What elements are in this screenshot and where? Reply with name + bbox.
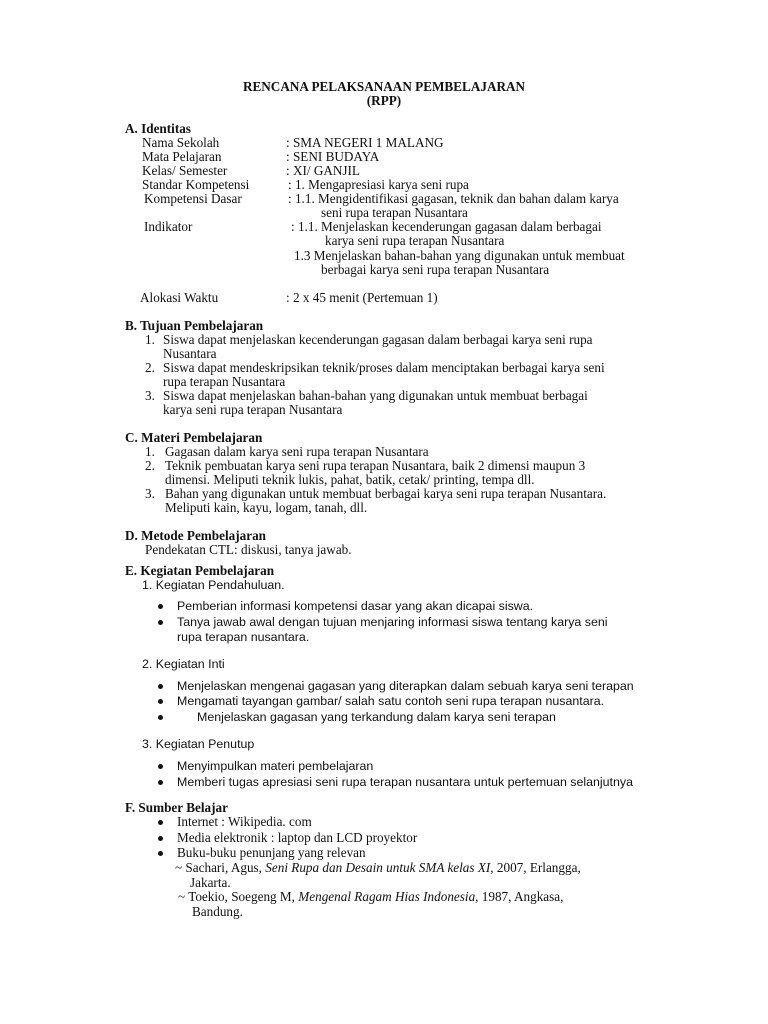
field-value: : 2 x 45 menit (Pertemuan 1) xyxy=(286,290,438,305)
field-value: 1.3 Menjelaskan bahan-bahan yang digunakan untuk membuat xyxy=(294,248,625,263)
list-item: Bahan yang digunakan untuk membuat berbagai karya seni rupa terapan Nusantara. xyxy=(165,486,607,501)
bullet-item: Mengamati tayangan gambar/ salah satu contoh seni rupa terapan nusantara. xyxy=(177,694,605,708)
bullet-item: Menyimpulkan materi pembelajaran xyxy=(177,759,374,773)
list-number: 1. xyxy=(145,332,155,347)
bullet-icon xyxy=(158,780,163,785)
section-c-heading: C. Materi Pembelajaran xyxy=(125,430,263,445)
list-item-continuation: Nusantara xyxy=(163,346,217,361)
section-a-heading: A. Identitas xyxy=(125,121,191,136)
bullet-icon xyxy=(158,851,163,856)
field-value: : XI/ GANJIL xyxy=(286,163,360,178)
reference-entry-continuation: Bandung. xyxy=(192,904,243,919)
activity-subheading: 2. Kegiatan Inti xyxy=(142,657,225,671)
field-label: Nama Sekolah xyxy=(142,135,220,150)
bullet-item: Tanya jawab awal dengan tujuan menjaring informasi siswa tentang karya seni xyxy=(177,615,608,629)
bullet-icon xyxy=(158,620,163,625)
reference-entry-continuation: Jakarta. xyxy=(190,875,231,890)
field-value-continuation: karya seni rupa terapan Nusantara xyxy=(325,233,505,248)
list-item: Teknik pembuatan karya seni rupa terapan Nusantara, baik 2 dimensi maupun 3 xyxy=(165,458,586,473)
field-value-continuation: berbagai karya seni rupa terapan Nusantara xyxy=(321,262,550,277)
bullet-icon xyxy=(158,699,163,704)
list-item: Gagasan dalam karya seni rupa terapan Nusantara xyxy=(165,444,429,459)
bullet-item: Menjelaskan gagasan yang terkandung dalam karya seni terapan xyxy=(197,710,556,724)
list-number: 2. xyxy=(145,360,155,375)
list-number: 2. xyxy=(145,458,155,473)
field-value: : 1.1. Mengidentifikasi gagasan, teknik dan bahan dalam karya xyxy=(288,191,619,206)
source-item: Buku-buku penunjang yang relevan xyxy=(177,845,366,860)
document-subtitle: (RPP) xyxy=(366,93,402,108)
field-value: : SENI BUDAYA xyxy=(286,149,380,164)
field-label: Standar Kompetensi xyxy=(142,177,250,192)
source-item: Media elektronik : laptop dan LCD proyektor xyxy=(177,830,418,845)
bullet-item-continuation: rupa terapan nusantara. xyxy=(177,630,310,644)
document-title: RENCANA PELAKSANAAN PEMBELAJARAN xyxy=(242,79,526,94)
source-item: Internet : Wikipedia. com xyxy=(177,814,312,829)
bullet-icon xyxy=(158,836,163,841)
field-label: Kelas/ Semester xyxy=(142,163,228,178)
bullet-icon xyxy=(158,684,163,689)
field-value: : SMA NEGERI 1 MALANG xyxy=(286,135,444,150)
list-number: 3. xyxy=(145,486,155,501)
section-b-heading: B. Tujuan Pembelajaran xyxy=(125,318,264,333)
activity-subheading: 3. Kegiatan Penutup xyxy=(142,737,255,751)
list-item: Siswa dapat mendeskripsikan teknik/proses dalam menciptakan berbagai karya seni xyxy=(163,360,605,375)
bullet-icon xyxy=(158,820,163,825)
bullet-item: Pemberian informasi kompetensi dasar yang akan dicapai siswa. xyxy=(177,599,534,613)
field-value-continuation: seni rupa terapan Nusantara xyxy=(321,205,468,220)
list-item: Siswa dapat menjelaskan bahan-bahan yang digunakan untuk membuat berbagai xyxy=(163,388,588,403)
bullet-icon xyxy=(158,764,163,769)
list-item-continuation: dimensi. Meliputi teknik lukis, pahat, batik, cetak/ printing, tempa dll. xyxy=(165,472,535,487)
bullet-icon xyxy=(158,715,163,720)
field-value: : 1.1. Menjelaskan kecenderungan gagasan dalam berbagai xyxy=(291,219,602,234)
field-value: : 1. Mengapresiasi karya seni rupa xyxy=(288,177,469,192)
list-number: 3. xyxy=(145,388,155,403)
list-item: Siswa dapat menjelaskan kecenderungan gagasan dalam berbagai karya seni rupa xyxy=(163,332,593,347)
field-label: Alokasi Waktu xyxy=(140,290,219,305)
activity-subheading: 1. Kegiatan Pendahuluan. xyxy=(142,578,285,592)
list-item-continuation: Meliputi kain, kayu, logam, tanah, dll. xyxy=(165,500,368,515)
bullet-item: Menjelaskan mengenai gagasan yang diterapkan dalam sebuah karya seni terapan xyxy=(177,679,634,693)
reference-entry: ~ Sachari, Agus, Seni Rupa dan Desain untuk SMA kelas XI, 2007, Erlangga, xyxy=(175,860,581,875)
list-item-continuation: rupa terapan Nusantara xyxy=(163,374,286,389)
section-e-heading: E. Kegiatan Pembelajaran xyxy=(125,563,275,578)
list-number: 1. xyxy=(145,444,155,459)
method-text: Pendekatan CTL: diskusi, tanya jawab. xyxy=(145,542,352,557)
field-label: Kompetensi Dasar xyxy=(144,191,242,206)
section-f-heading: F. Sumber Belajar xyxy=(125,800,228,815)
list-item-continuation: karya seni rupa terapan Nusantara xyxy=(163,402,343,417)
bullet-icon xyxy=(158,604,163,609)
reference-entry: ~ Toekio, Soegeng M, Mengenal Ragam Hias Indonesia, 1987, Angkasa, xyxy=(178,889,564,904)
bullet-item: Memberi tugas apresiasi seni rupa terapan nusantara untuk pertemuan selanjutnya xyxy=(177,775,633,789)
section-d-heading: D. Metode Pembelajaran xyxy=(125,528,266,543)
field-label: Mata Pelajaran xyxy=(142,149,222,164)
field-label: Indikator xyxy=(144,219,193,234)
